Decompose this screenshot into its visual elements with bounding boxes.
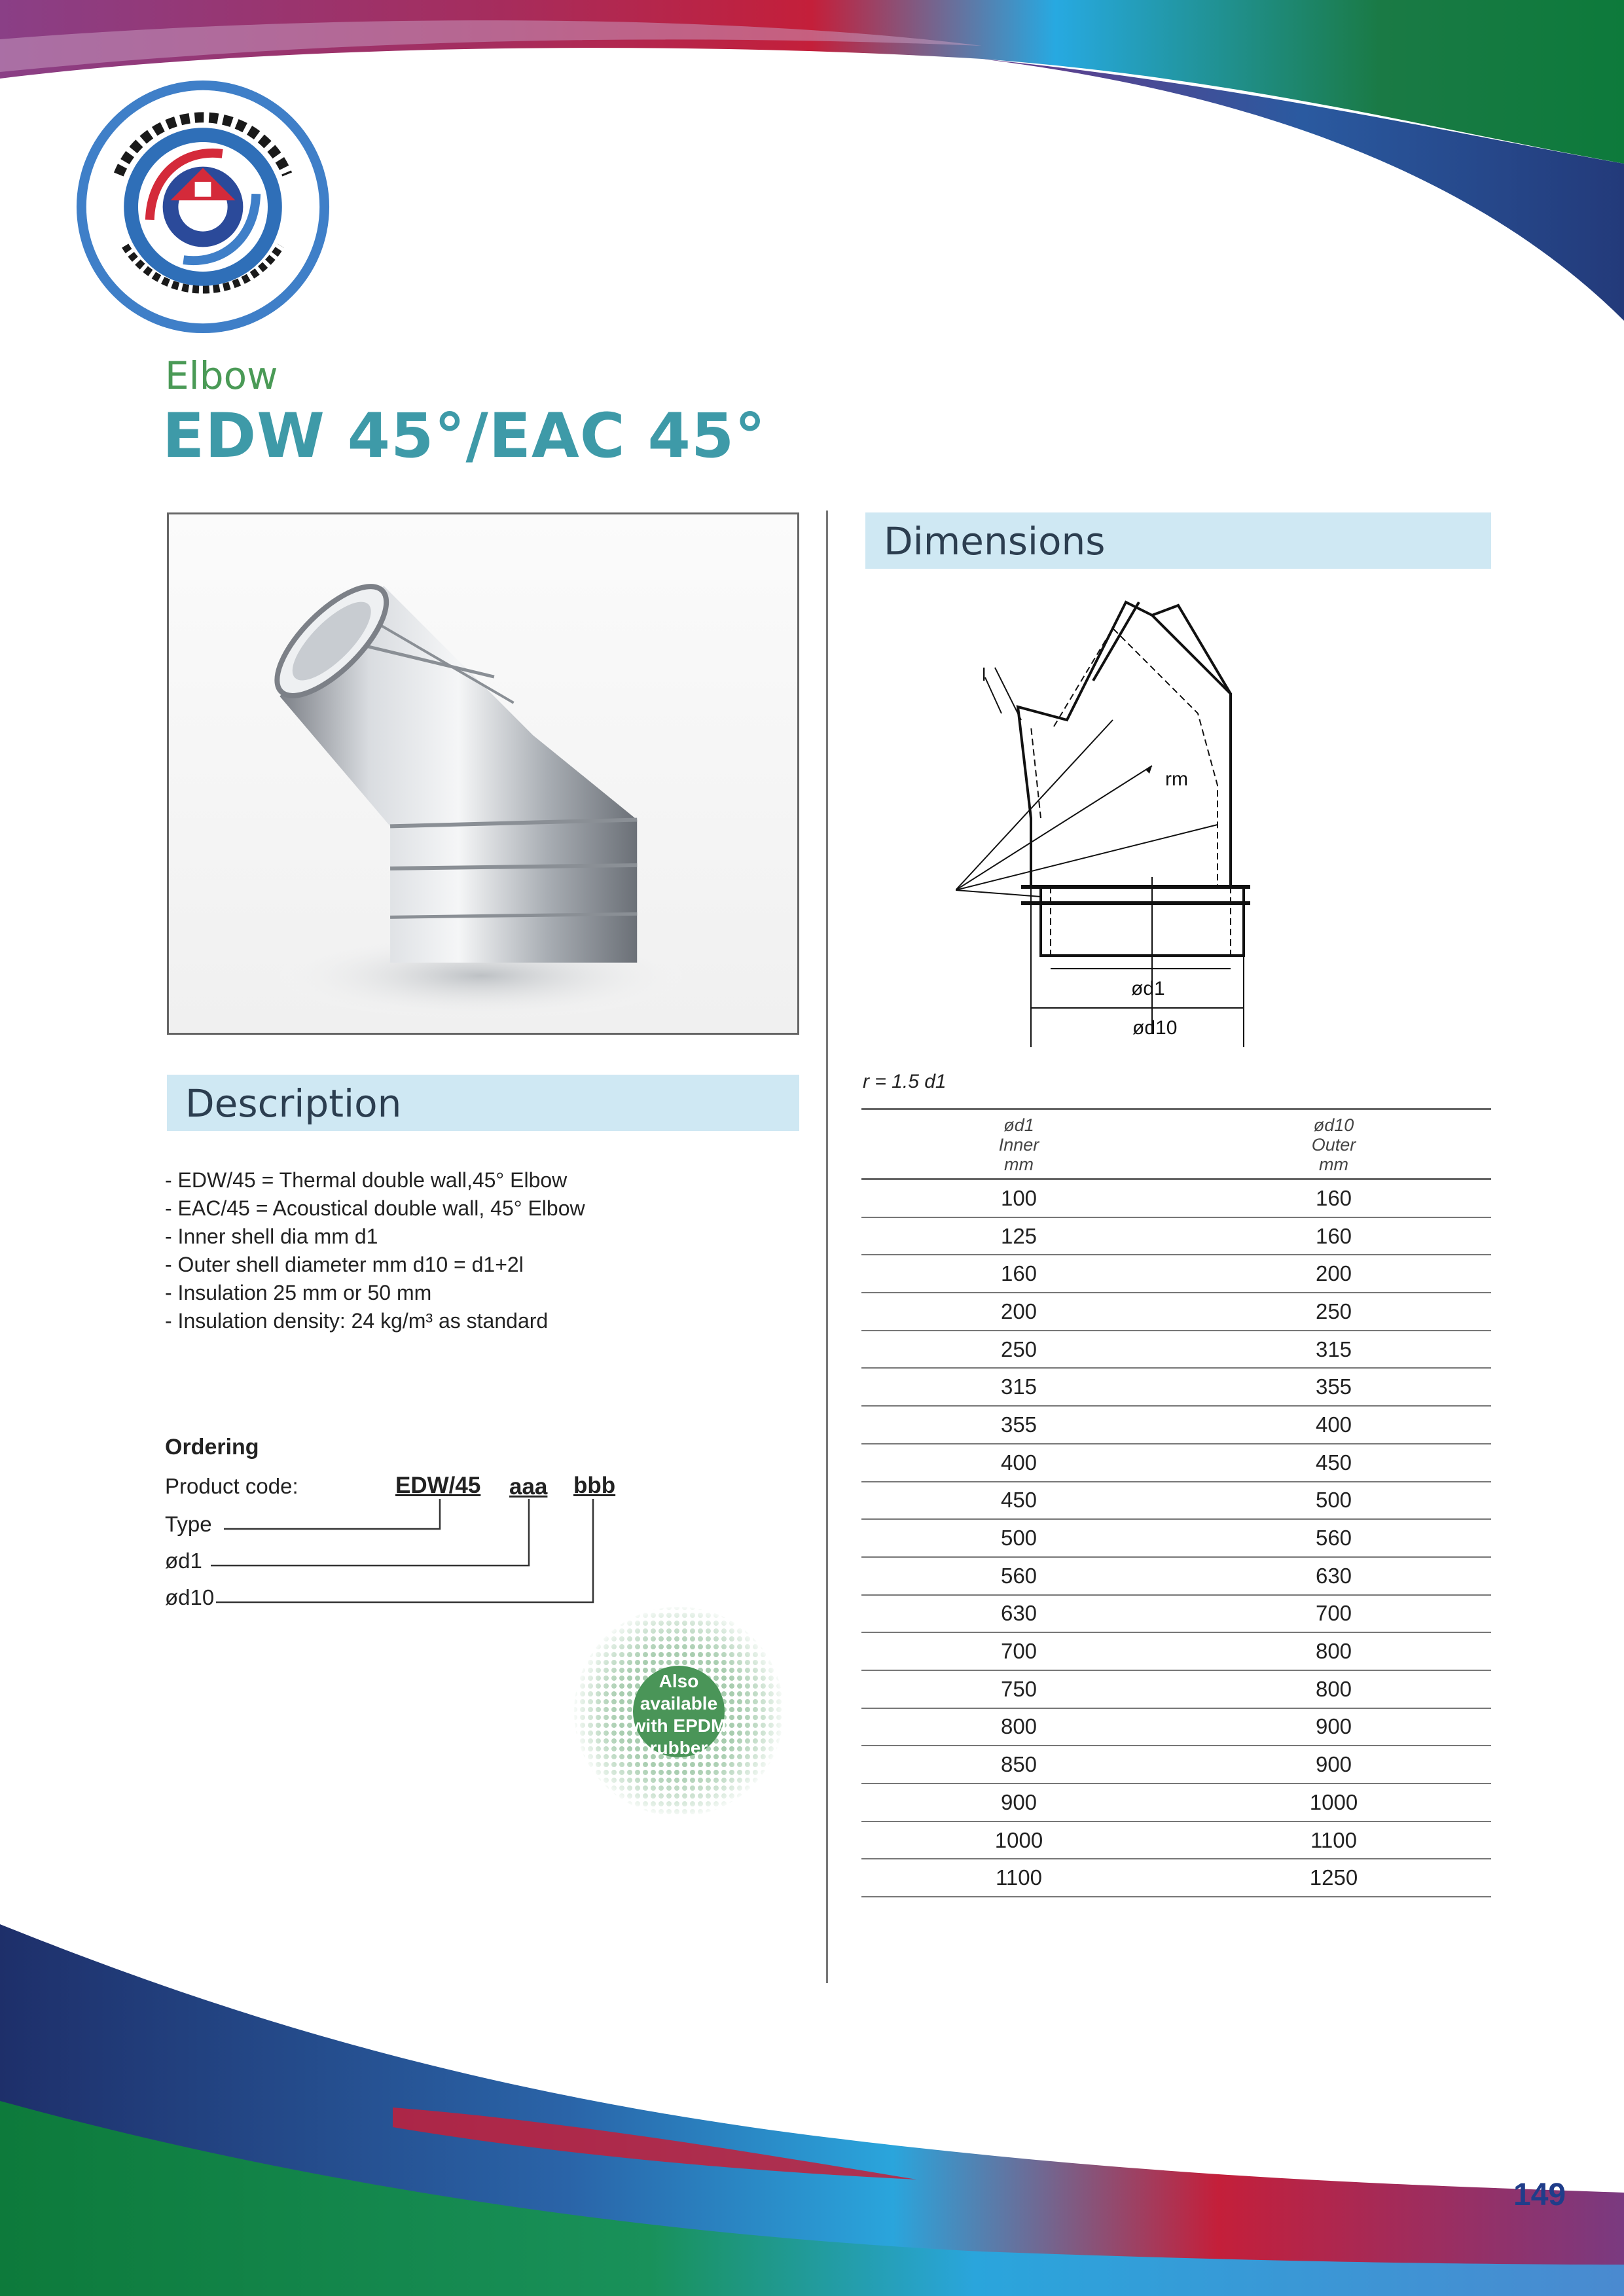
inner-diameter-cell: 250: [861, 1331, 1176, 1369]
table-row: [861, 1368, 1491, 1406]
dimensions-heading-band: [865, 512, 1491, 569]
d1-drawing-label: ød1: [1131, 978, 1165, 999]
header-line: ød1: [1003, 1115, 1034, 1135]
table-row: [861, 1293, 1491, 1331]
outer-diameter-header: [1176, 1109, 1491, 1179]
outer-diameter-cell: 500: [1176, 1482, 1491, 1520]
epdm-badge-text: [610, 1670, 748, 1759]
elbow-dimension-drawing: [956, 589, 1375, 1060]
description-item: - Outer shell diameter mm d10 = d1+2l: [165, 1253, 524, 1276]
description-item: - Insulation density: 24 kg/m³ as standard: [165, 1309, 549, 1333]
inner-diameter-header: [861, 1109, 1176, 1179]
page-number: 149: [1513, 2178, 1566, 2212]
type-label: Type: [165, 1512, 212, 1536]
table-row: [861, 1179, 1491, 1217]
inner-diameter-cell: 400: [861, 1444, 1176, 1482]
inner-diameter-cell: 160: [861, 1255, 1176, 1293]
header-line: mm: [1004, 1155, 1034, 1174]
inner-diameter-cell: 700: [861, 1632, 1176, 1670]
product-category: Elbow: [165, 353, 278, 398]
table-row: [861, 1557, 1491, 1595]
inner-diameter-cell: 1000: [861, 1821, 1176, 1859]
outer-diameter-cell: 315: [1176, 1331, 1491, 1369]
inner-diameter-cell: 100: [861, 1179, 1176, 1217]
ordering-heading: Ordering: [165, 1435, 259, 1460]
epdm-line: Also: [659, 1671, 699, 1691]
table-row: [861, 1632, 1491, 1670]
inner-diameter-cell: 750: [861, 1670, 1176, 1708]
inner-diameter-cell: 125: [861, 1217, 1176, 1255]
company-logo: [73, 77, 333, 336]
outer-diameter-cell: 250: [1176, 1293, 1491, 1331]
inner-diameter-cell: 850: [861, 1746, 1176, 1784]
outer-diameter-cell: 800: [1176, 1632, 1491, 1670]
inner-diameter-cell: 800: [861, 1708, 1176, 1746]
rm-label: rm: [1165, 768, 1188, 790]
product-code-d10-placeholder: bbb: [573, 1473, 616, 1498]
description-heading-band: [167, 1075, 799, 1131]
outer-diameter-cell: 400: [1176, 1406, 1491, 1444]
outer-diameter-cell: 160: [1176, 1217, 1491, 1255]
description-item: - Inner shell dia mm d1: [165, 1225, 378, 1248]
inner-diameter-cell: 355: [861, 1406, 1176, 1444]
outer-diameter-cell: 1100: [1176, 1821, 1491, 1859]
d1-label: ød1: [165, 1549, 202, 1573]
table-row: [861, 1482, 1491, 1520]
table-header-row: [861, 1109, 1491, 1179]
table-row: [861, 1444, 1491, 1482]
inner-diameter-cell: 500: [861, 1519, 1176, 1557]
description-item: - Insulation 25 mm or 50 mm: [165, 1281, 432, 1304]
epdm-line: rubber: [649, 1738, 708, 1758]
product-title: EDW 45°/EAC 45°: [162, 401, 767, 472]
d10-label: ød10: [165, 1585, 215, 1609]
description-item: - EAC/45 = Acoustical double wall, 45° Elbow: [165, 1196, 585, 1220]
outer-diameter-cell: 900: [1176, 1708, 1491, 1746]
d10-drawing-label: ød10: [1132, 1017, 1178, 1039]
outer-diameter-cell: 355: [1176, 1368, 1491, 1406]
outer-diameter-cell: 630: [1176, 1557, 1491, 1595]
table-row: [861, 1859, 1491, 1897]
outer-diameter-cell: 160: [1176, 1179, 1491, 1217]
inner-diameter-cell: 560: [861, 1557, 1176, 1595]
bottom-decorative-wave: [0, 1924, 1624, 2296]
inner-diameter-cell: 630: [861, 1595, 1176, 1633]
table-row: [861, 1217, 1491, 1255]
table-row: [861, 1519, 1491, 1557]
table-row: [861, 1670, 1491, 1708]
inner-diameter-cell: 315: [861, 1368, 1176, 1406]
header-line: Inner: [998, 1135, 1039, 1155]
table-row: [861, 1331, 1491, 1369]
epdm-line: available: [640, 1693, 718, 1713]
table-row: [861, 1784, 1491, 1821]
product-code: EDW/45: [395, 1473, 481, 1498]
outer-diameter-cell: 450: [1176, 1444, 1491, 1482]
product-code-d1-placeholder: aaa: [509, 1474, 548, 1499]
inner-diameter-cell: 1100: [861, 1859, 1176, 1897]
inner-diameter-cell: 900: [861, 1784, 1176, 1821]
radius-note: r = 1.5 d1: [863, 1071, 947, 1092]
outer-diameter-cell: 1250: [1176, 1859, 1491, 1897]
table-row: [861, 1821, 1491, 1859]
inner-diameter-cell: 200: [861, 1293, 1176, 1331]
header-line: ød10: [1313, 1115, 1354, 1135]
column-separator: [826, 511, 828, 1983]
product-photo-frame: [167, 512, 799, 1035]
outer-diameter-cell: 560: [1176, 1519, 1491, 1557]
dimensions-table: [861, 1108, 1491, 1897]
table-row: [861, 1746, 1491, 1784]
table-row: [861, 1708, 1491, 1746]
header-line: mm: [1319, 1155, 1348, 1174]
ordering-leader-lines: [165, 1460, 662, 1617]
table-row: [861, 1406, 1491, 1444]
inner-diameter-cell: 450: [861, 1482, 1176, 1520]
l-label: l: [982, 664, 986, 685]
description-item: - EDW/45 = Thermal double wall,45° Elbow: [165, 1168, 568, 1192]
header-line: Outer: [1311, 1135, 1356, 1155]
description-list: [165, 1166, 585, 1335]
outer-diameter-cell: 900: [1176, 1746, 1491, 1784]
dimensions-heading: Dimensions: [884, 519, 1106, 564]
outer-diameter-cell: 200: [1176, 1255, 1491, 1293]
product-code-label: Product code:: [165, 1474, 298, 1498]
outer-diameter-cell: 1000: [1176, 1784, 1491, 1821]
elbow-photo: [169, 514, 797, 1033]
table-row: [861, 1595, 1491, 1633]
table-row: [861, 1255, 1491, 1293]
description-heading: Description: [185, 1081, 402, 1126]
outer-diameter-cell: 700: [1176, 1595, 1491, 1633]
epdm-line: with EPDM: [631, 1715, 727, 1736]
outer-diameter-cell: 800: [1176, 1670, 1491, 1708]
